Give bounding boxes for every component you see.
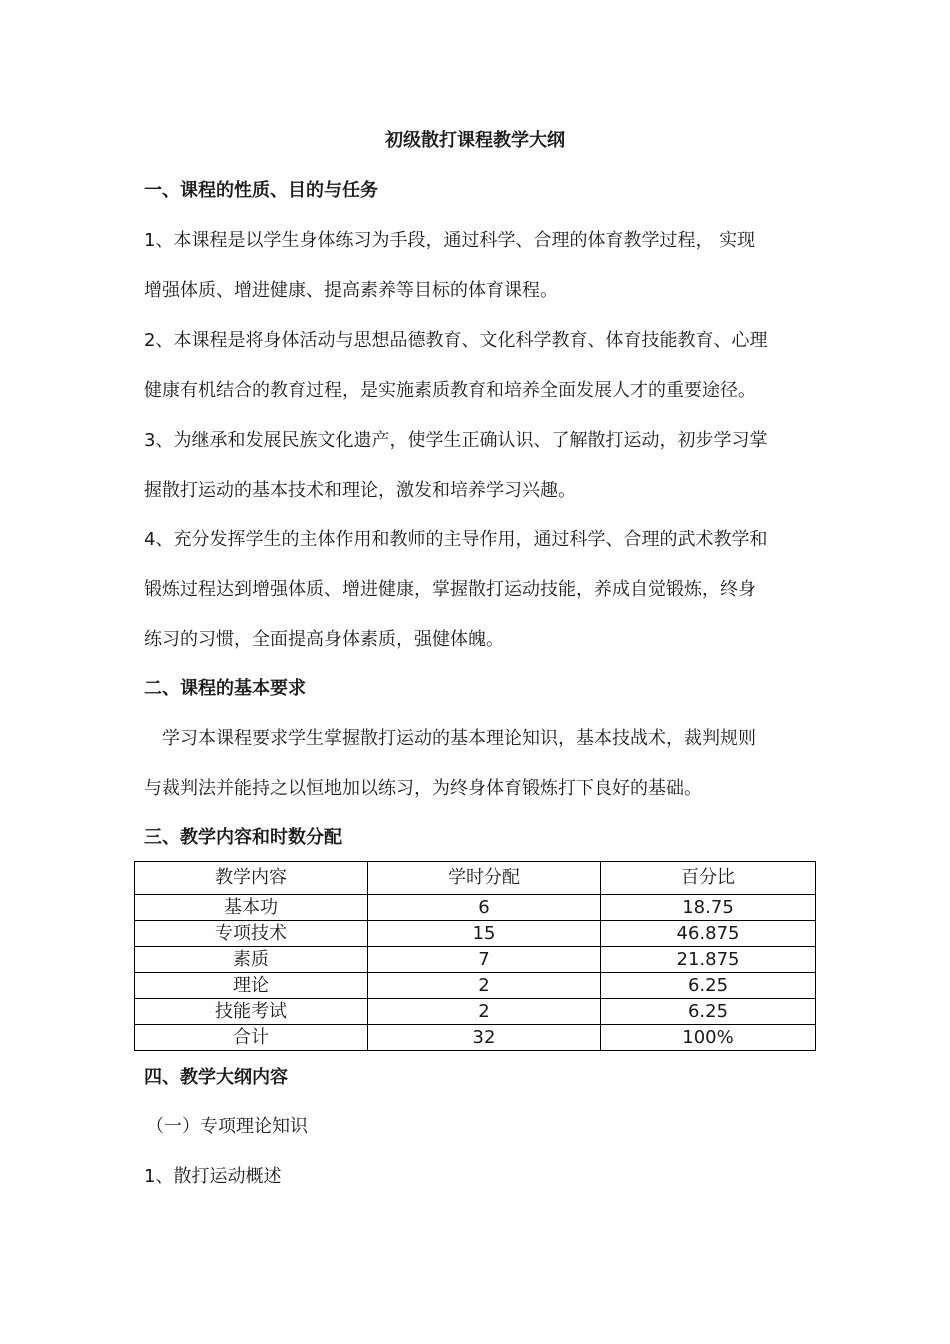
paragraph-line: 握散打运动的基本技术和理论，激发和培养学习兴趣。	[144, 480, 576, 501]
cell-content: 合计	[135, 1025, 368, 1051]
section-1-paragraph-3	[144, 416, 808, 516]
section-2-heading: 二、课程的基本要求	[144, 678, 306, 699]
table-total-row	[135, 1025, 816, 1051]
paragraph-line: 增强体质、增进健康、提高素养等目标的体育课程。	[144, 280, 558, 301]
table-row	[135, 947, 816, 973]
hours-allocation-table	[134, 861, 816, 1051]
cell-content: 素质	[135, 947, 368, 973]
cell-content: 理论	[135, 973, 368, 999]
cell-percent: 6.25	[601, 973, 816, 999]
section-2-paragraph	[144, 714, 808, 814]
paragraph-line: 1、本课程是以学生身体练习为手段，通过科学、合理的体育教学过程， 实现	[144, 230, 756, 251]
table-row	[135, 895, 816, 921]
cell-percent: 6.25	[601, 999, 816, 1025]
cell-hours: 2	[368, 999, 601, 1025]
document-title: 初级散打课程教学大纲	[385, 130, 565, 151]
section-1-heading: 一、课程的性质、目的与任务	[144, 180, 378, 201]
cell-percent: 100%	[601, 1025, 816, 1051]
cell-percent: 18.75	[601, 895, 816, 921]
column-header-hours: 学时分配	[368, 862, 601, 895]
section-4-subheading: （一）专项理论知识	[146, 1116, 308, 1137]
table-row	[135, 921, 816, 947]
cell-percent: 46.875	[601, 921, 816, 947]
cell-hours: 6	[368, 895, 601, 921]
cell-content: 基本功	[135, 895, 368, 921]
cell-hours: 2	[368, 973, 601, 999]
cell-hours: 32	[368, 1025, 601, 1051]
column-header-percent: 百分比	[601, 862, 816, 895]
section-1-paragraph-4	[144, 515, 808, 665]
cell-content: 专项技术	[135, 921, 368, 947]
table-header-row	[135, 862, 816, 895]
table-row	[135, 999, 816, 1025]
section-4-heading: 四、教学大纲内容	[144, 1067, 288, 1088]
cell-content: 技能考试	[135, 999, 368, 1025]
paragraph-line: 锻炼过程达到增强体质、增进健康，掌握散打运动技能，养成自觉锻炼，终身	[144, 579, 756, 600]
section-4-item-1: 1、散打运动概述	[144, 1166, 282, 1187]
paragraph-line: 3、为继承和发展民族文化遗产，使学生正确认识、了解散打运动，初步学习掌	[144, 430, 768, 451]
table-row	[135, 973, 816, 999]
paragraph-line: 与裁判法并能持之以恒地加以练习，为终身体育锻炼打下良好的基础。	[144, 778, 702, 799]
paragraph-line: 练习的习惯，全面提高身体素质，强健体魄。	[144, 629, 504, 650]
section-1-paragraph-1	[144, 216, 808, 316]
cell-percent: 21.875	[601, 947, 816, 973]
section-3-heading: 三、教学内容和时数分配	[144, 827, 342, 848]
cell-hours: 7	[368, 947, 601, 973]
column-header-content: 教学内容	[135, 862, 368, 895]
cell-hours: 15	[368, 921, 601, 947]
paragraph-line: 2、本课程是将身体活动与思想品德教育、文化科学教育、体育技能教育、心理	[144, 330, 768, 351]
paragraph-line: 健康有机结合的教育过程，是实施素质教育和培养全面发展人才的重要途径。	[144, 380, 756, 401]
paragraph-line: 学习本课程要求学生掌握散打运动的基本理论知识，基本技战术，裁判规则	[162, 728, 756, 749]
paragraph-line: 4、充分发挥学生的主体作用和教师的主导作用，通过科学、合理的武术教学和	[144, 529, 768, 550]
section-1-paragraph-2	[144, 316, 808, 416]
